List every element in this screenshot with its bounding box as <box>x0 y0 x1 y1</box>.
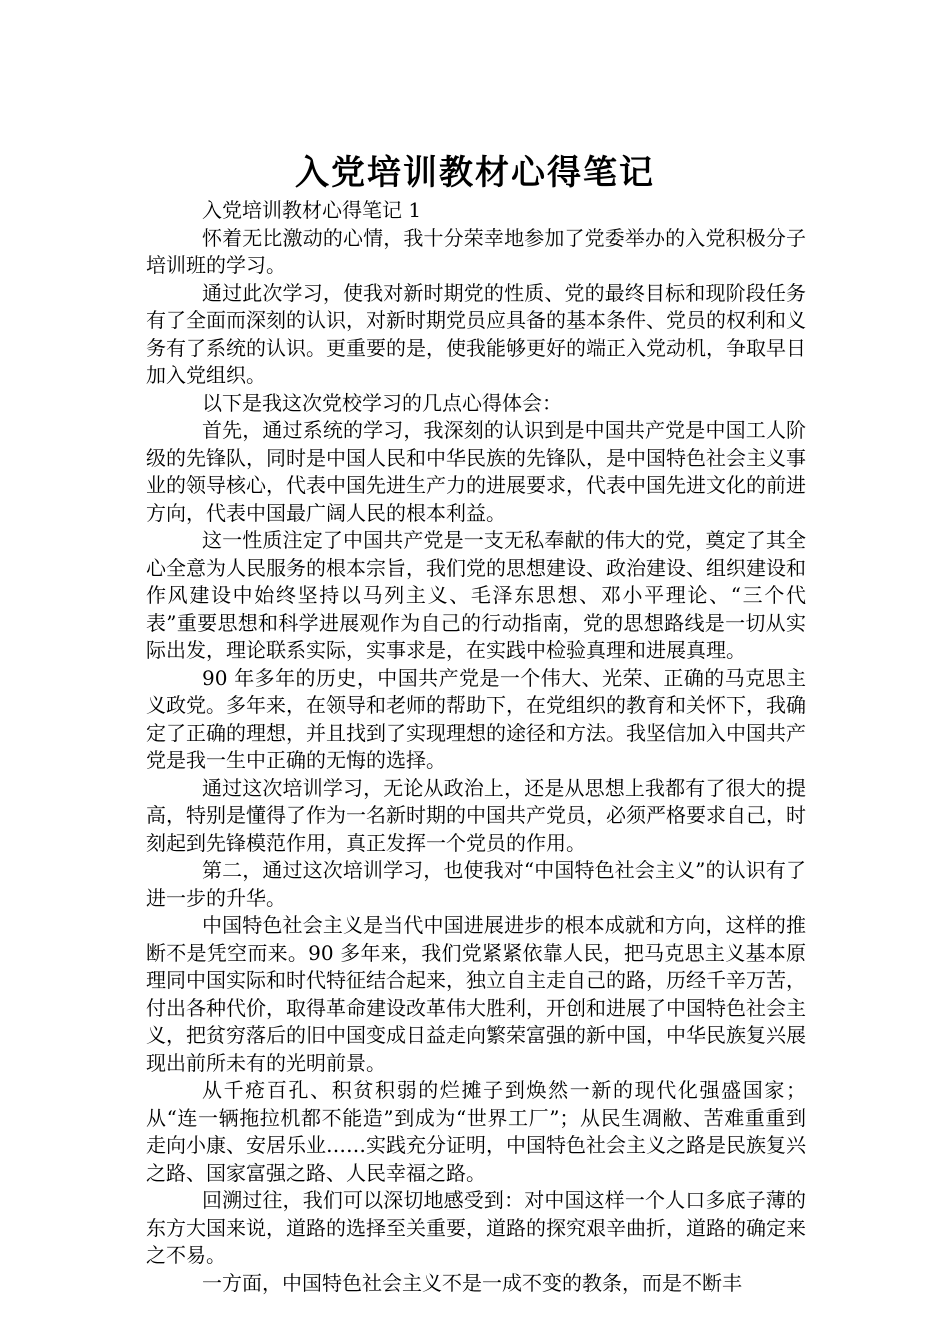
paragraph: 通过此次学习，使我对新时期党的性质、党的最终目标和现阶段任务有了全面而深刻的认识，对新时期党员应具备的基本条件、党员的权利和义务有了系统的认识。更重要的是，使我能够更好的端正入党动机，争取早日加入党组织。 <box>146 280 806 387</box>
paragraph-subtitle: 入党培训教材心得笔记 1 <box>202 198 422 222</box>
paragraph: 首先，通过系统的学习，我深刻的认识到是中国共产党是中国工人阶级的先锋队，同时是中国人民和中华民族的先锋队，是中国特色社会主义事业的领导核心，代表中国先进生产力的进展要求，代表中国先进文化的前进方向，代表中国最广阔人民的根本利益。 <box>146 418 806 525</box>
paragraph: 中国特色社会主义是当代中国进展进步的根本成就和方向，这样的推断不是凭空而来。90 多年来，我们党紧紧依靠人民，把马克思主义基本原理同中国实际和时代特征结合起来，独立自主走自己的路，历经千辛万苦，付出各种代价，取得革命建设改革伟大胜利，开创和进展了中国特色社会主义，把贫穷落后的旧中国变成日益走向繁荣富强的新中国，中华民族复兴展现出前所未有的光明前景。 <box>146 913 806 1075</box>
paragraph: 以下是我这次党校学习的几点心得体会： <box>202 390 562 415</box>
document-body <box>146 197 806 1297</box>
paragraph: 回溯过往，我们可以深切地感受到：对中国这样一个人口多底子薄的东方大国来说，道路的选择至关重要，道路的探究艰辛曲折，道路的确定来之不易。 <box>146 1188 806 1267</box>
paragraph: 这一性质注定了中国共产党是一支无私奉献的伟大的党，奠定了其全心全意为人民服务的根本宗旨，我们党的思想建设、政治建设、组织建设和作风建设中始终坚持以马列主义、毛泽东思想、邓小平理论、“三个代表”重要思想和科学进展观作为自己的行动指南，党的思想路线是一切从实际出发，理论联系实际，实事求是，在实践中检验真理和进展真理。 <box>146 528 806 662</box>
paragraph: 90 年多年的历史，中国共产党是一个伟大、光荣、正确的马克思主义政党。多年来，在领导和老师的帮助下，在党组织的教育和关怀下，我确定了正确的理想，并且找到了实现理想的途径和方法。我坚信加入中国共产党是我一生中正确的无悔的选择。 <box>146 665 806 772</box>
document-title: 入党培训教材心得笔记 <box>295 152 655 193</box>
paragraph: 第二，通过这次培训学习，也使我对“中国特色社会主义”的认识有了进一步的升华。 <box>146 858 806 910</box>
paragraph: 从千疮百孔、积贫积弱的烂摊子到焕然一新的现代化强盛国家；从“连一辆拖拉机都不能造”到成为“世界工厂”；从民生凋敝、苦难重重到走向小康、安居乐业……实践充分证明，中国特色社会主义之路是民族复兴之路、国家富强之路、人民幸福之路。 <box>146 1078 806 1185</box>
paragraph: 怀着无比激动的心情，我十分荣幸地参加了党委举办的入党积极分子培训班的学习。 <box>146 225 806 277</box>
paragraph: 一方面，中国特色社会主义不是一成不变的教条，而是不断丰 <box>202 1270 742 1295</box>
paragraph: 通过这次培训学习，无论从政治上，还是从思想上我都有了很大的提高，特别是懂得了作为一名新时期的中国共产党员，必须严格要求自己，时刻起到先锋模范作用，真正发挥一个党员的作用。 <box>146 775 806 855</box>
